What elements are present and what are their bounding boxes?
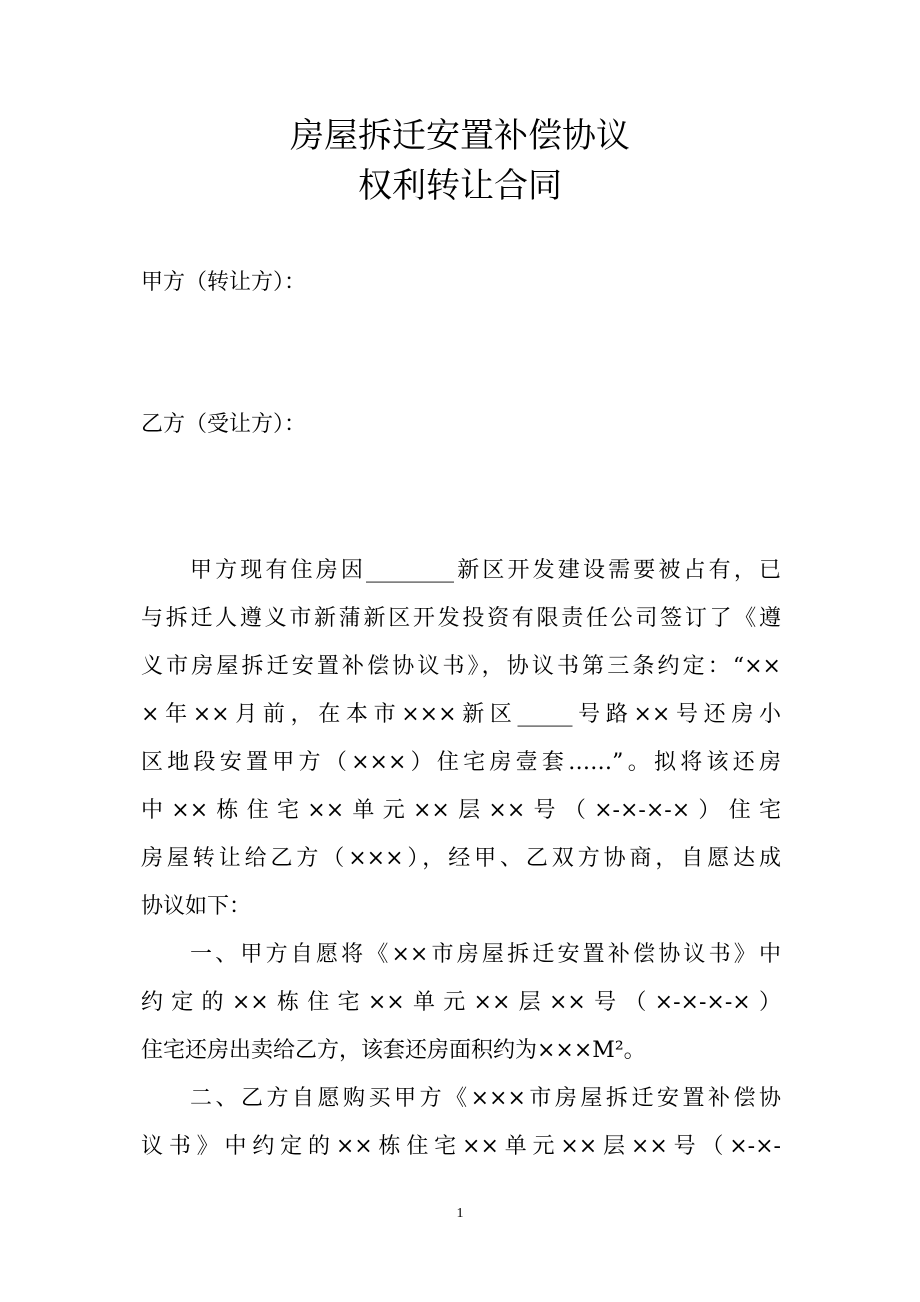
paragraph-1-line-2: 与拆迁人遵义市新蒲新区开发投资有限责任公司签订了《遵 [141, 606, 781, 631]
paragraph-1-line-4: ×年××月前，在本市×××新区_____号路××号还房小 [141, 702, 781, 727]
paragraph-1-line-3: 义市房屋拆迁安置补偿协议书》，协议书第三条约定：“×× [141, 654, 781, 679]
clause-2-line-2: 议书》中约定的××栋住宅××单元××层××号（×-×- [141, 1134, 781, 1159]
paragraph-1-line-1: 甲方现有住房因________新区开发建设需要被占有，已 [190, 558, 781, 583]
paragraph-1-line-6: 中××栋住宅××单元××层××号（×-×-×-×）住宅 [141, 798, 781, 823]
paragraph-1-line-5: 区地段安置甲方（×××）住宅房壹套……”。拟将该还房 [141, 750, 781, 775]
paragraph-1-line-8: 协议如下： [141, 894, 252, 919]
document-title-line-1: 房屋拆迁安置补偿协议 [290, 116, 630, 156]
paragraph-1-line-7: 房屋转让给乙方（×××），经甲、乙双方协商，自愿达成 [141, 846, 781, 871]
document-title-line-2: 权利转让合同 [358, 166, 562, 206]
party-a-label: 甲方（转让方）： [141, 270, 307, 295]
party-b-label: 乙方（受让方）： [141, 412, 307, 437]
clause-1-line-3: 住宅还房出卖给乙方，该套还房面积约为×××M²。 [141, 1038, 646, 1063]
clause-1-line-2: 约定的××栋住宅××单元××层××号（×-×-×-×） [141, 990, 781, 1015]
page-number: 1 [456, 1206, 464, 1221]
clause-1-line-1: 一、甲方自愿将《××市房屋拆迁安置补偿协议书》中 [190, 942, 781, 967]
clause-2-line-1: 二、乙方自愿购买甲方《×××市房屋拆迁安置补偿协 [190, 1086, 781, 1111]
